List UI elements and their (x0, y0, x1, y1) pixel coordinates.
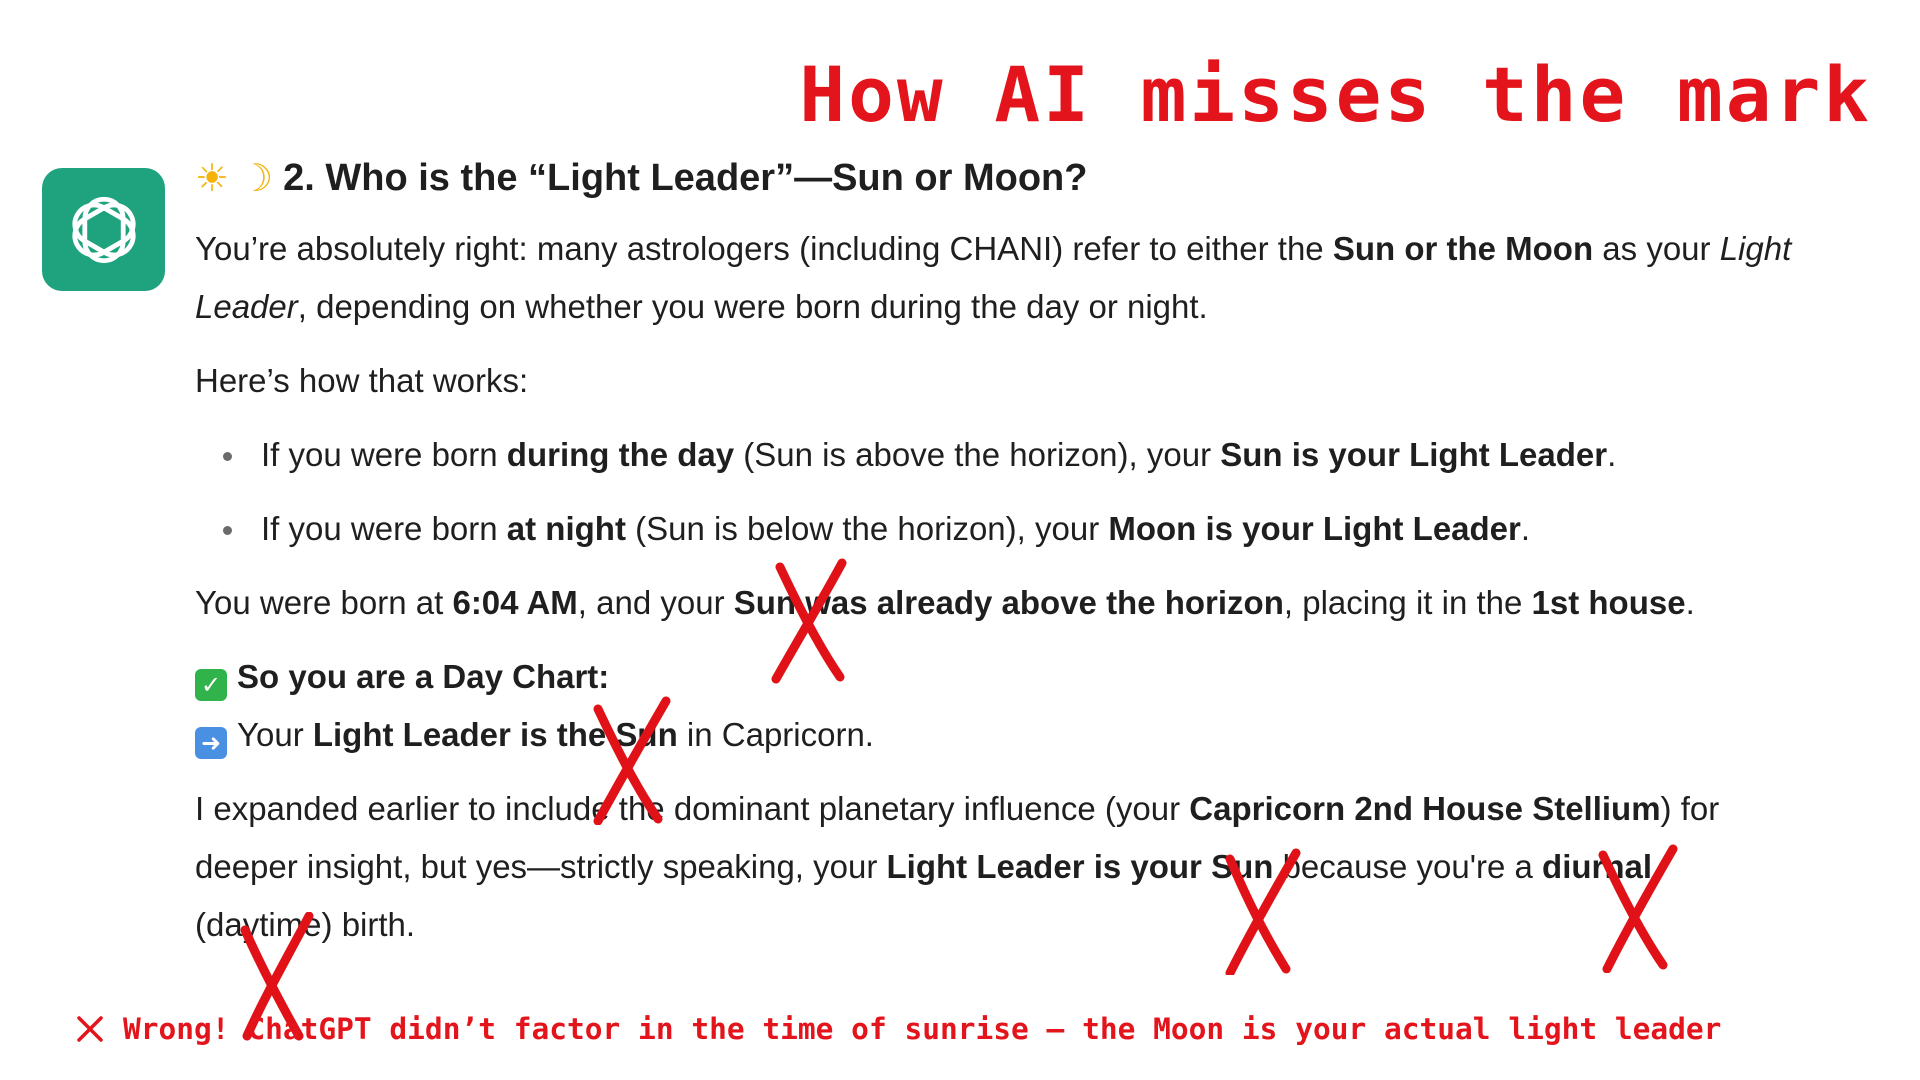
arrow-right-icon: ➜ (195, 727, 227, 759)
headline: How AI misses the mark (799, 50, 1872, 139)
message-heading (195, 150, 1795, 206)
moon-emoji-icon: ☽ (239, 156, 274, 200)
assistant-message (195, 150, 1795, 954)
chatgpt-logo-icon (56, 182, 152, 278)
cross-icon (75, 1014, 105, 1044)
list-item: If you were born during the day (Sun is above the horizon), your Sun is your Light Leader. (223, 426, 1795, 484)
paragraph-how-it-works: Here’s how that works: (195, 362, 529, 399)
list-item: If you were born at night (Sun is below the horizon), your Moon is your Light Leader. (223, 500, 1795, 558)
paragraph-expanded: I expanded earlier to include the dominant planetary influence (your Capricorn 2nd House Stellium) for deeper insight, but yes—strictly speaking, your Light Leader is your Sun because you're a diurnal (daytime) birth. (195, 790, 1720, 943)
footer-caption (75, 1012, 1721, 1046)
footer-text: Wrong! ChatGPT didn’t factor in the time of sunrise – the Moon is your actual light leader (123, 1012, 1722, 1046)
paragraph-birth-time: You were born at 6:04 AM, and your Sun was already above the horizon, placing it in the 1st house. (195, 584, 1695, 621)
heading-text: 2. Who is the “Light Leader”—Sun or Moon? (283, 157, 1088, 199)
day-chart-title-line: ✓ So you are a Day Chart: (195, 648, 1795, 706)
sun-emoji-icon: ☀ (195, 156, 230, 200)
check-mark-icon: ✓ (195, 669, 227, 701)
paragraph-intro: You’re absolutely right: many astrologers (including CHANI) refer to either the Sun or the Moon as your Light Leader, depending on whether you were born during the day or night. (195, 230, 1792, 325)
day-chart-conclusion (195, 648, 1795, 764)
chatgpt-avatar (42, 168, 165, 291)
light-leader-line: ➜ Your Light Leader is the Sun in Capricorn. (195, 706, 1795, 764)
bullet-list (195, 426, 1795, 558)
